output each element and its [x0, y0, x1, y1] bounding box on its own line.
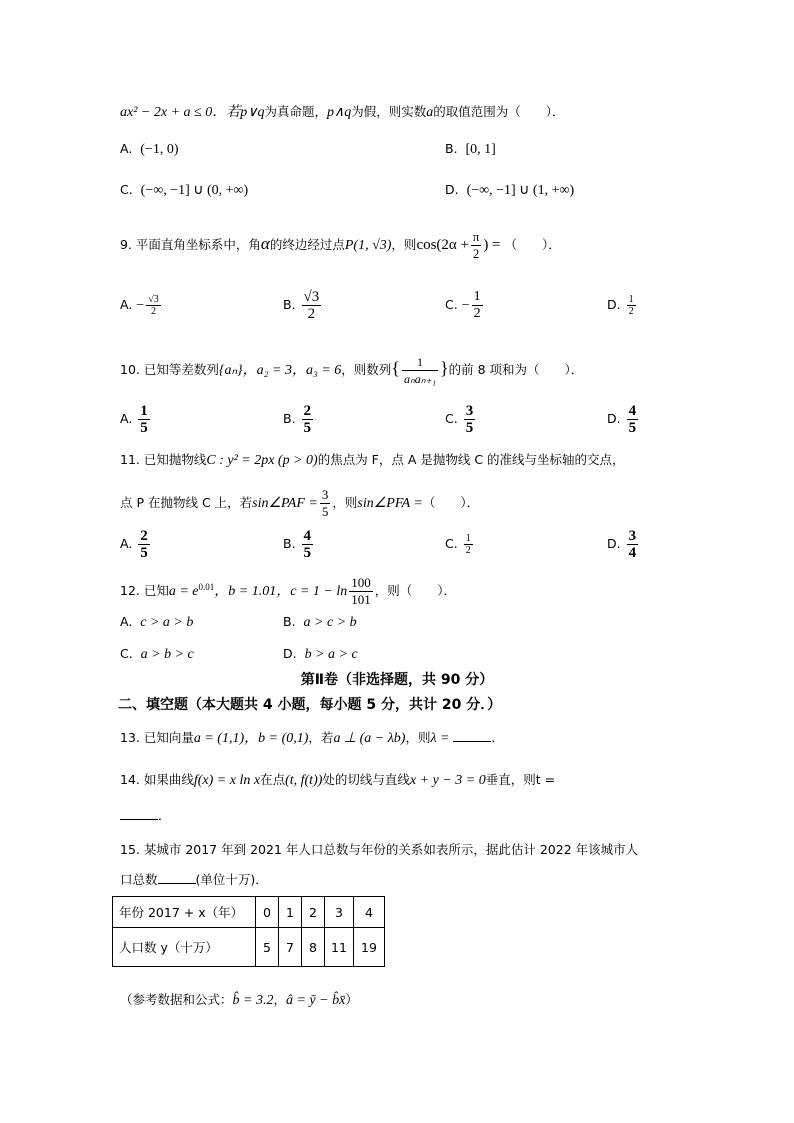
- q13-stem-tail: ．: [491, 730, 504, 745]
- part2-title: 第Ⅱ卷（非选择题，共 90 分）: [300, 672, 494, 688]
- q15-line2: [120, 870, 268, 890]
- q9-option-c: [445, 288, 485, 323]
- option-value: [0, 1]: [465, 142, 496, 157]
- q12-option-b: [283, 612, 357, 633]
- q11-option-b: [283, 527, 315, 561]
- table-row: [113, 897, 385, 928]
- option-sign: −: [461, 298, 470, 313]
- q13-lambda: λ =: [430, 731, 450, 746]
- fraction-numerator: 1: [473, 289, 481, 304]
- table-cell: 19: [354, 928, 385, 967]
- fraction-denominator: 5: [140, 545, 148, 561]
- q11-line2-lead: 点 P 在抛物线 C 上，若: [120, 495, 253, 510]
- fraction-numerator: π: [473, 230, 480, 244]
- q13-stem: [120, 728, 504, 749]
- q9-option-b: [283, 286, 323, 324]
- q14-stem-mid: 在点: [260, 772, 286, 787]
- q14-stem-tail: 垂直，则t =: [485, 772, 556, 787]
- option-label: C.: [445, 411, 458, 426]
- q14-line: x + y − 3 = 0: [409, 773, 486, 788]
- fraction-denominator: 5: [140, 420, 148, 436]
- q15-reference-lead: （参考数据和公式：: [120, 992, 233, 1007]
- table-cell: 0: [256, 897, 279, 928]
- fraction-denominator: 2: [465, 545, 471, 556]
- fraction-numerator: 4: [628, 403, 637, 419]
- answer-blank: [120, 807, 158, 820]
- q8-var-a: a: [426, 105, 434, 120]
- q9-stem-mid: 的终边经过点: [269, 237, 345, 252]
- fraction-denominator: 5: [628, 420, 637, 436]
- option-label: B.: [445, 141, 458, 156]
- q13-vector-a: a = (1,1): [193, 731, 245, 746]
- q9-stem: [120, 229, 561, 262]
- section2-title: 二、填空题（本大题共 4 小题，每小题 5 分，共计 20 分．）: [118, 697, 502, 713]
- q13-condition: a ⊥ (a − λb): [333, 731, 406, 746]
- q14-stem-lead: 14. 如果曲线: [120, 772, 194, 787]
- option-label: A.: [120, 411, 133, 426]
- option-fraction: [464, 533, 473, 556]
- fraction-numerator: 100: [351, 575, 371, 591]
- fraction-numerator: 1: [628, 294, 634, 305]
- q8-stem-tail: 的取值范围为（ ）．: [433, 104, 565, 119]
- fraction-denominator: 5: [303, 420, 312, 436]
- q8-option-a: [120, 139, 179, 160]
- q14-point: (t, f(t)): [285, 773, 323, 788]
- fraction-numerator: 2: [140, 528, 148, 544]
- q9-expr-tail: ) =: [483, 237, 501, 253]
- option-label: C.: [120, 182, 133, 197]
- q11-parabola: C : y² = 2px (p > 0): [206, 453, 318, 468]
- fraction-numerator: 1: [402, 354, 438, 371]
- q15-reference-b: b̂ = 3.2: [232, 993, 274, 1008]
- q10-reciprocal-fraction: [402, 354, 438, 387]
- fraction-numerator: 3: [465, 403, 474, 419]
- fraction-numerator: 2: [303, 403, 312, 419]
- q14-stem: [120, 770, 555, 791]
- q15-line1: 15. 某城市 2017 年到 2021 年人口总数与年份的关系如表所示，据此估计 2022 年该城市人: [120, 842, 639, 857]
- table-cell: 8: [302, 928, 325, 967]
- q9-expr-lead: cos(2α +: [416, 237, 469, 253]
- option-fraction: [627, 294, 636, 317]
- q12-option-d: [283, 644, 358, 665]
- q13-stem-mid2: ，则: [405, 730, 431, 745]
- option-label: C.: [445, 536, 458, 551]
- q14-stem-mid2: 处的切线与直线: [322, 772, 410, 787]
- q11-line2-mid: ，则: [332, 495, 358, 510]
- q11-option-a: [120, 527, 152, 561]
- table-row: [113, 928, 385, 967]
- q11-line1-lead: 11. 已知抛物线: [120, 452, 207, 467]
- option-fraction: [627, 528, 639, 561]
- option-value: (−∞, −1] ∪ (0, +∞): [140, 183, 249, 198]
- option-fraction: [627, 403, 639, 436]
- q9-stem-lead: 9. 平面直角坐标系中，角: [120, 237, 261, 252]
- q8-p-or-q: p∨q: [240, 105, 265, 120]
- q11-line1: [120, 450, 625, 471]
- option-fraction: [464, 403, 476, 436]
- fraction-denominator: 5: [465, 420, 474, 436]
- q15-line2-tail: (单位十万)．: [195, 872, 268, 887]
- q11-line2: [120, 486, 479, 521]
- q8-option-d: [445, 180, 574, 201]
- q15-reference-tail: ）: [345, 992, 358, 1007]
- q13-stem-mid: ，若: [308, 730, 334, 745]
- q8-inequality: ax² − 2x + a ≤ 0．若: [120, 105, 241, 120]
- option-label: B.: [283, 536, 296, 551]
- q9-stem-mid2: ，则: [391, 237, 417, 252]
- fraction-denominator: 2: [473, 247, 480, 261]
- fraction-denominator: 101: [351, 592, 371, 608]
- q14-answer-line: [120, 806, 171, 826]
- q8-option-b: [445, 139, 496, 160]
- table-cell: 7: [279, 928, 302, 967]
- q10-option-d: [607, 402, 640, 436]
- table-cell: 2: [302, 897, 325, 928]
- option-value: a > b > c: [140, 647, 194, 662]
- table-row-header: 人口数 y（十万）: [113, 928, 256, 967]
- option-label: A.: [120, 614, 133, 629]
- q11-fraction: [320, 487, 331, 520]
- q14-end: ．: [158, 808, 171, 823]
- option-label: D.: [445, 182, 459, 197]
- fraction-numerator: 3: [628, 528, 637, 544]
- option-fraction: [146, 294, 161, 317]
- q9-option-d: [607, 290, 638, 320]
- option-label: B.: [283, 614, 296, 629]
- q8-p-and-q: p∧q: [326, 105, 352, 120]
- q12-stem: [120, 570, 456, 609]
- answer-blank: [453, 729, 491, 742]
- q12-a-exponent: 0.01: [198, 582, 215, 592]
- q12-c-fraction: [349, 575, 373, 608]
- option-label: A.: [120, 141, 133, 156]
- q15-line2-lead: 口总数: [120, 872, 158, 887]
- fraction-numerator: √3: [148, 294, 159, 305]
- fraction-denominator: 5: [303, 545, 312, 561]
- population-table: [112, 896, 385, 967]
- q12-stem-tail: ，则（ ）．: [374, 583, 456, 599]
- q15-reference-a: â = ȳ − b̂x̄: [285, 993, 346, 1008]
- q11-sin-pfa: sin∠PFA =: [357, 496, 423, 511]
- q12-option-c: [120, 644, 194, 665]
- option-label: D.: [283, 646, 297, 661]
- option-fraction: [302, 528, 314, 561]
- q8-stem: [120, 102, 565, 123]
- option-value: (−1, 0): [140, 142, 179, 157]
- q12-c-definition: ，c = 1 − ln: [276, 584, 348, 600]
- option-label: B.: [283, 411, 296, 426]
- q9-option-a: [120, 288, 163, 323]
- option-label: B.: [283, 297, 296, 312]
- option-label: D.: [607, 411, 621, 426]
- option-value: a > c > b: [303, 615, 357, 630]
- fraction-numerator: √3: [303, 289, 320, 305]
- q15-reference-separator: ，: [273, 992, 286, 1007]
- q8-stem-mid2: 为假，则实数: [351, 104, 427, 119]
- q10-sequence: {aₙ}: [218, 363, 243, 378]
- option-label: D.: [607, 536, 621, 551]
- option-fraction: [472, 289, 483, 322]
- q10-condition: ，a₂ = 3，a₃ = 6: [242, 363, 342, 378]
- q15-reference: [120, 990, 358, 1011]
- q12-stem-lead: 12. 已知: [120, 583, 169, 599]
- q9-point: P(1, √3): [344, 238, 392, 253]
- option-value: (−∞, −1] ∪ (1, +∞): [466, 183, 575, 198]
- option-label: C.: [120, 646, 133, 661]
- option-label: D.: [607, 297, 621, 312]
- q10-option-c: [445, 402, 477, 436]
- table-cell: 11: [325, 928, 354, 967]
- fraction-denominator: 4: [628, 545, 637, 561]
- table-cell: 3: [325, 897, 354, 928]
- table-cell: 1: [279, 897, 302, 928]
- fraction-numerator: 1: [465, 533, 471, 544]
- fraction-numerator: 4: [303, 528, 312, 544]
- option-fraction: [138, 403, 150, 436]
- table-row-header: 年份 2017 + x（年）: [113, 897, 256, 928]
- table-cell: 4: [354, 897, 385, 928]
- fraction-denominator: 2: [307, 306, 316, 322]
- fraction-denominator: 2: [150, 306, 156, 317]
- q10-option-a: [120, 402, 152, 436]
- q12-a-definition: a = e: [168, 584, 199, 600]
- q9-pi-over-2: [471, 229, 481, 262]
- q12-b-definition: ，b = 1.01: [214, 584, 277, 600]
- table-cell: 5: [256, 928, 279, 967]
- q14-curve: f(x) = x ln x: [193, 773, 261, 788]
- q13-vector-b: ，b = (0,1): [244, 731, 309, 746]
- option-label: A.: [120, 297, 133, 312]
- q12-option-a: [120, 612, 193, 633]
- option-sign: −: [136, 298, 145, 313]
- option-value: c > a > b: [140, 615, 194, 630]
- q10-stem-tail: 的前 8 项和为（ ）．: [448, 362, 584, 377]
- option-fraction: [138, 528, 150, 561]
- fraction-numerator: 1: [140, 403, 148, 419]
- q8-stem-mid1: 为真命题，: [264, 104, 327, 119]
- q13-stem-lead: 13. 已知向量: [120, 730, 194, 745]
- q11-line1-tail: 的焦点为 F，点 A 是抛物线 C 的准线与坐标轴的交点，: [317, 452, 625, 467]
- option-value: b > a > c: [304, 647, 358, 662]
- option-label: C.: [445, 297, 458, 312]
- q11-option-d: [607, 527, 640, 561]
- fraction-denominator: aₙaₙ₊₁: [403, 372, 437, 386]
- q8-option-c: [120, 180, 248, 201]
- q11-option-c: [445, 530, 475, 558]
- option-fraction: [302, 289, 322, 322]
- fraction-denominator: 2: [473, 306, 481, 321]
- q10-option-b: [283, 402, 315, 436]
- answer-blank: [158, 871, 196, 884]
- q11-sin-paf: sin∠PAF =: [252, 496, 318, 511]
- q10-stem-lead: 10. 已知等差数列: [120, 362, 219, 377]
- q9-alpha: α: [260, 234, 270, 253]
- q10-stem: 10. 已知等差数列{aₙ}，a₂ = 3，a₃ = 6，则数列{ $\frac{1}{\text{aₙaₙ₊₁}}$ }的前 8 项和为（ ）．: [120, 355, 584, 386]
- fraction-denominator: 2: [628, 306, 634, 317]
- q10-stem-mid: ，则数列: [341, 362, 392, 377]
- option-fraction: [302, 403, 314, 436]
- fraction-denominator: 5: [321, 504, 329, 519]
- q11-line2-tail: （ ）．: [422, 495, 480, 510]
- q9-stem-tail: （ ）．: [504, 237, 561, 252]
- option-label: A.: [120, 536, 133, 551]
- fraction-numerator: 3: [321, 487, 329, 502]
